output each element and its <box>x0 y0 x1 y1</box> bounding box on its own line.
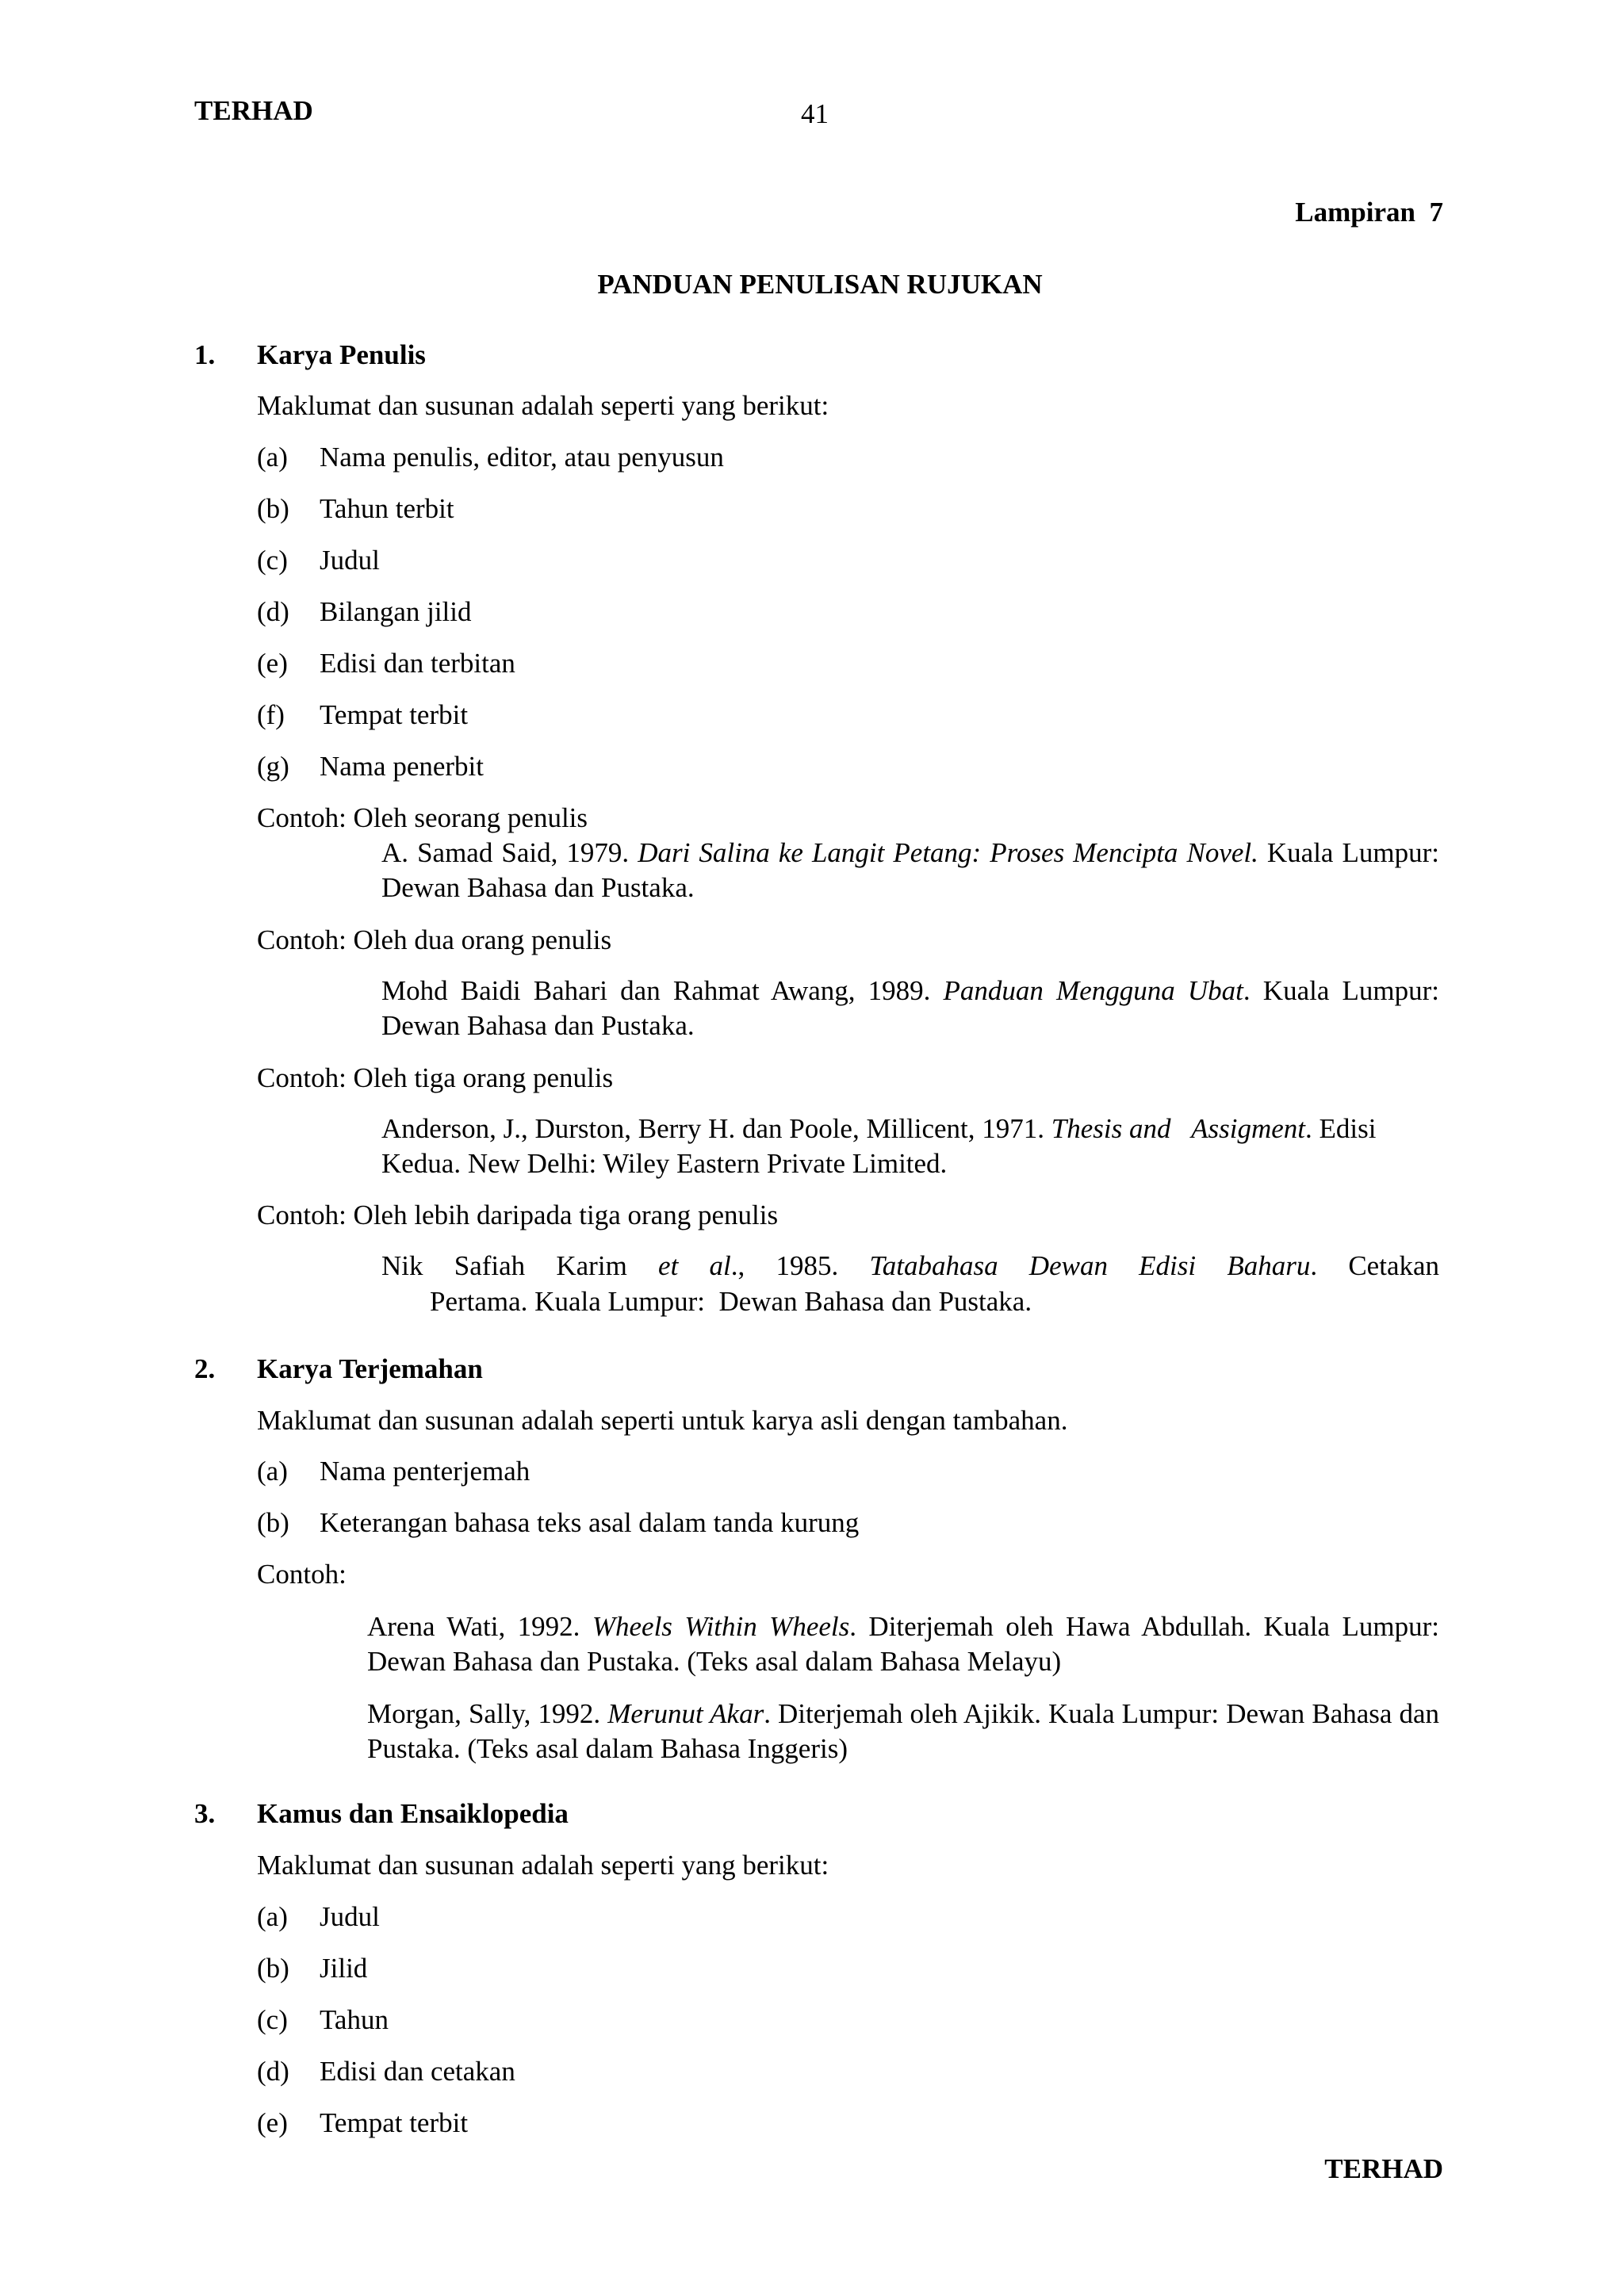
section3-intro: Maklumat dan susunan adalah seperti yang berikut: <box>257 1850 829 1881</box>
list-item-text: Tahun terbit <box>320 493 454 524</box>
reference-publisher: . Kuala Lumpur: Dewan Bahasa dan Pustaka. <box>381 975 1439 1042</box>
list-item-text: Keterangan bahasa teks asal dalam tanda kurung <box>320 1507 860 1538</box>
list-item-text: Tahun <box>320 2004 389 2035</box>
section1-intro: Maklumat dan susunan adalah seperti yang berikut: <box>257 390 829 421</box>
list-item-letter: (b) <box>257 1507 289 1538</box>
list-item-text: Nama penerbit <box>320 751 484 782</box>
reference-entry <box>381 836 1439 906</box>
example-label: Contoh: Oleh lebih daripada tiga orang penulis <box>257 1200 779 1230</box>
section3-heading: Kamus dan Ensaiklopedia <box>257 1798 569 1829</box>
reference-entry <box>381 974 1439 1044</box>
list-item-letter: (d) <box>257 596 289 627</box>
reference-title: Wheels Within Wheels <box>592 1611 850 1642</box>
reference-etal: et al <box>658 1250 731 1281</box>
list-item-letter: (f) <box>257 699 285 730</box>
list-item-text: Nama penulis, editor, atau penyusun <box>320 442 724 473</box>
reference-title: Merunut Akar <box>607 1698 764 1729</box>
reference-author: Morgan, Sally, 1992. <box>367 1698 608 1729</box>
list-item-letter: (b) <box>257 1953 289 1984</box>
reference-title: Tatabahasa Dewan Edisi Baharu <box>869 1250 1311 1281</box>
reference-title: Thesis and Assigment <box>1051 1113 1305 1144</box>
reference-title: Dari Salina ke Langit Petang: Proses Mencipta Novel. <box>638 837 1258 868</box>
list-item-letter: (a) <box>257 1456 288 1487</box>
reference-publisher: . Diterjemah oleh Ajikik. Kuala Lumpur: Dewan Bahasa dan Pustaka. (Teks asal dalam Bahasa Inggeris) <box>367 1698 1439 1765</box>
example-label: Contoh: <box>257 1559 347 1590</box>
list-item-letter: (e) <box>257 2107 288 2138</box>
reference-publisher: . Diterjemah oleh Hawa Abdullah. Kuala Lumpur: Dewan Bahasa dan Pustaka. (Teks asal dalam Bahasa Melayu) <box>367 1611 1439 1678</box>
list-item-letter: (c) <box>257 545 288 576</box>
example-label: Contoh: Oleh seorang penulis <box>257 802 588 833</box>
appendix-label: Lampiran 7 <box>1295 197 1443 228</box>
list-item-letter: (g) <box>257 751 289 782</box>
reference-author: A. Samad Said, 1979. <box>381 837 638 868</box>
list-item-letter: (a) <box>257 442 288 473</box>
page-number: 41 <box>801 98 829 129</box>
reference-entry <box>381 1249 1439 1284</box>
reference-edition: . Cetakan <box>1310 1250 1440 1281</box>
classification-bottom: TERHAD <box>1324 2153 1443 2184</box>
reference-author: Anderson, J., Durston, Berry H. dan Poole, Millicent, 1971. <box>381 1113 1051 1144</box>
section1-heading: Karya Penulis <box>257 339 426 370</box>
list-item-letter: (c) <box>257 2004 288 2035</box>
page-title: PANDUAN PENULISAN RUJUKAN <box>597 269 1043 300</box>
reference-author: Nik Safiah Karim <box>381 1250 659 1281</box>
classification-top: TERHAD <box>194 95 313 126</box>
list-item-text: Tempat terbit <box>320 2107 469 2138</box>
reference-entry <box>367 1609 1439 1680</box>
list-item-text: Bilangan jilid <box>320 596 472 627</box>
section3-number: 3. <box>194 1798 216 1829</box>
reference-title: Panduan Mengguna Ubat <box>943 975 1243 1006</box>
list-item-text: Judul <box>320 545 380 576</box>
list-item-text: Edisi dan cetakan <box>320 2056 515 2087</box>
list-item-letter: (a) <box>257 1901 288 1932</box>
example-label: Contoh: Oleh dua orang penulis <box>257 924 612 955</box>
reference-author: Arena Wati, 1992. <box>367 1611 592 1642</box>
list-item-text: Edisi dan terbitan <box>320 648 515 679</box>
section2-intro: Maklumat dan susunan adalah seperti untuk karya asli dengan tambahan. <box>257 1405 1068 1436</box>
list-item-text: Jilid <box>320 1953 368 1984</box>
reference-entry <box>381 1112 1439 1182</box>
reference-continuation: Pertama. Kuala Lumpur: Dewan Bahasa dan Pustaka. <box>430 1286 1032 1317</box>
list-item-letter: (d) <box>257 2056 289 2087</box>
list-item-text: Judul <box>320 1901 380 1932</box>
list-item-letter: (b) <box>257 493 289 524</box>
section1-number: 1. <box>194 339 216 370</box>
example-label: Contoh: Oleh tiga orang penulis <box>257 1062 614 1093</box>
reference-author: Mohd Baidi Bahari dan Rahmat Awang, 1989. <box>381 975 944 1006</box>
reference-publisher: Kuala Lumpur: Dewan Bahasa dan Pustaka. <box>381 837 1439 904</box>
section2-number: 2. <box>194 1353 216 1384</box>
reference-publisher: . Edisi Kedua. New Delhi: Wiley Eastern Private Limited. <box>381 1113 1384 1180</box>
section2-heading: Karya Terjemahan <box>257 1353 483 1384</box>
list-item-text: Tempat terbit <box>320 699 469 730</box>
reference-year: ., 1985. <box>730 1250 870 1281</box>
reference-entry <box>367 1697 1439 1767</box>
list-item-letter: (e) <box>257 648 288 679</box>
list-item-text: Nama penterjemah <box>320 1456 530 1487</box>
